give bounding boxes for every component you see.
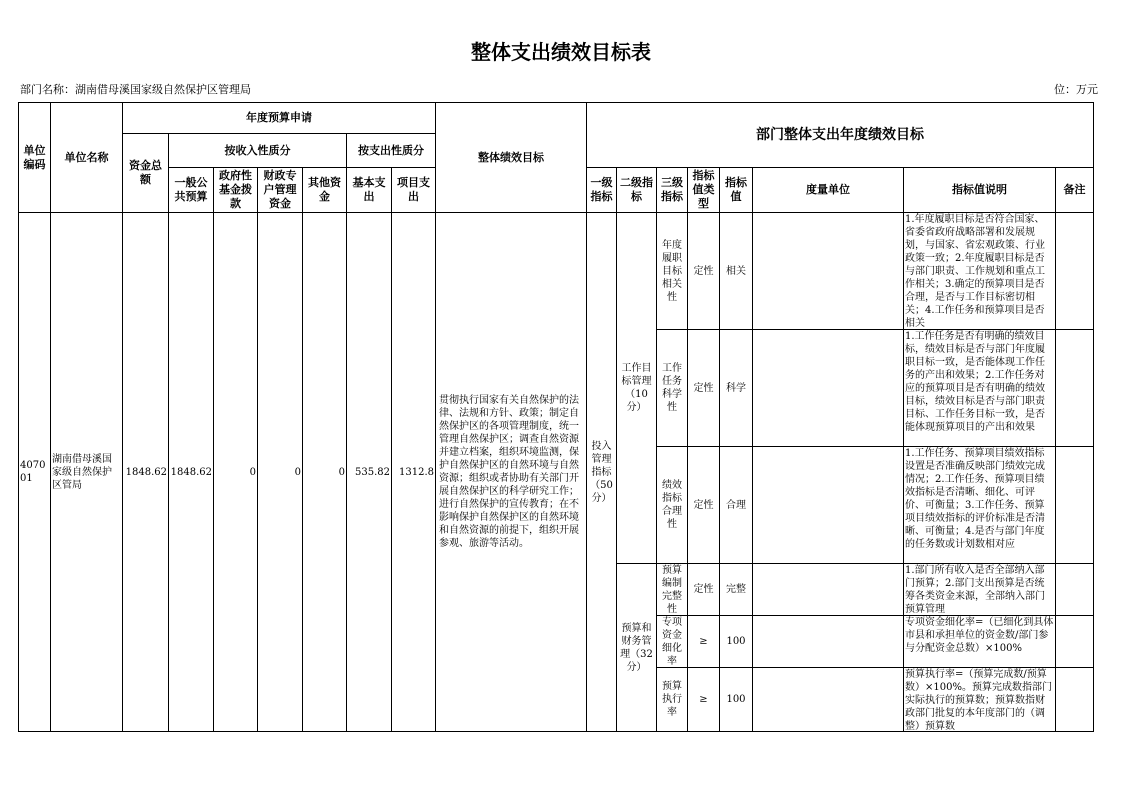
header-level3: 三级指标 xyxy=(657,168,688,213)
header-basic-exp: 基本支出 xyxy=(347,168,392,213)
cell-remarks xyxy=(1056,616,1094,668)
cell-level1: 投入管理指标（50分） xyxy=(587,213,617,732)
header-by-income: 按收入性质分 xyxy=(169,134,347,168)
level3-text: 预算编制完整性 xyxy=(662,565,682,615)
header-level2: 二级指标 xyxy=(617,168,657,213)
cell-value-desc xyxy=(904,564,1056,616)
cell-level3 xyxy=(657,564,688,616)
header-fiscal-special: 财政专户管理资金 xyxy=(258,168,303,213)
header-other-funds: 其他资金 xyxy=(303,168,347,213)
header-annual-budget: 年度预算申请 xyxy=(123,103,436,134)
cell-general-budget: 1848.62 xyxy=(169,213,214,732)
cell-measure-unit xyxy=(753,330,904,447)
cell-level3: 年度履职目标相关性 xyxy=(657,213,688,330)
cell-ind-type: 定性 xyxy=(688,564,720,616)
unit-label: 位：万元 xyxy=(1054,83,1098,96)
value-desc-text: 专项资金细化率=（已细化到具体市县和承担单位的资金数/部门参与分配资金总数）×100% xyxy=(905,617,1054,654)
cell-ind-type: 定性 xyxy=(688,213,720,330)
cell-remarks xyxy=(1056,668,1094,732)
cell-other-funds: 0 xyxy=(303,213,347,732)
cell-ind-type: 定性 xyxy=(688,447,720,564)
header-measure-unit: 度量单位 xyxy=(753,168,904,213)
cell-unit-code: 407001 xyxy=(19,213,51,732)
header-overall-goal: 整体绩效目标 xyxy=(436,103,587,213)
value-desc-text: 1.年度履职目标是否符合国家、省委省政府战略部署和发展规划，与国家、省宏观政策、行业政策一致；2.年度履职目标是否与部门职责、工作规划和重点工作相关；3.确定的预算项目是否合理，是否与工作目标密切相关；4.工作任务和预算项目是否相关 xyxy=(905,214,1045,329)
cell-remarks xyxy=(1056,564,1094,616)
header-by-expenditure: 按支出性质分 xyxy=(347,134,436,168)
header-ind-value: 指标值 xyxy=(720,168,753,213)
cell-remarks xyxy=(1056,447,1094,564)
header-project-exp: 项目支出 xyxy=(392,168,436,213)
cell-value-desc xyxy=(904,213,1056,330)
cell-fiscal-special: 0 xyxy=(258,213,303,732)
cell-ind-value: 科学 xyxy=(720,330,753,447)
header-unit-name: 单位名称 xyxy=(51,103,123,213)
cell-level2-1: 预算和财务管理（32分） xyxy=(617,564,657,732)
cell-measure-unit xyxy=(753,564,904,616)
value-desc-text: 1.工作任务是否有明确的绩效目标，绩效目标是否与部门年度履职目标一致，是否能体现工作任务的产出和效果；2.工作任务对应的预算项目是否有明确的绩效目标，绩效目标是否与部门职责目标、工作任务目标一致，是否能体现预算项目的产出和效果 xyxy=(905,331,1045,433)
department-label: 部门名称：湖南借母溪国家级自然保护区管理局 xyxy=(20,83,251,96)
cell-ind-value: 相关 xyxy=(720,213,753,330)
cell-measure-unit xyxy=(753,616,904,668)
cell-gov-fund: 0 xyxy=(214,213,258,732)
cell-value-desc xyxy=(904,668,1056,732)
cell-unit-name: 湖南借母溪国家级自然保护区管局 xyxy=(51,213,123,732)
cell-ind-value: 100 xyxy=(720,616,753,668)
cell-measure-unit xyxy=(753,668,904,732)
cell-value-desc xyxy=(904,330,1056,447)
level3-text: 专项资金细化率 xyxy=(662,617,682,667)
value-desc-text: 预算执行率=（预算完成数/预算数）×100%。预算完成数指部门实际执行的预算数；预算数指财政部门批复的本年度部门的（调整）预算数 xyxy=(905,669,1052,731)
header-dept-goal: 部门整体支出年度绩效目标 xyxy=(587,103,1094,168)
cell-level3: 绩效指标合理性 xyxy=(657,447,688,564)
header-gov-fund: 政府性基金拨款 xyxy=(214,168,258,213)
header-general-budget: 一般公共预算 xyxy=(169,168,214,213)
cell-ind-value: 合理 xyxy=(720,447,753,564)
header-value-desc: 指标值说明 xyxy=(904,168,1056,213)
header-unit-code: 单位编码 xyxy=(19,103,51,213)
cell-basic-exp: 535.82 xyxy=(347,213,392,732)
cell-value-desc xyxy=(904,616,1056,668)
value-desc-text: 1.部门所有收入是否全部纳入部门预算；2.部门支出预算是否统筹各类资金来源，全部纳入部门预算管理 xyxy=(905,565,1045,615)
cell-remarks xyxy=(1056,330,1094,447)
header-level1: 一级指标 xyxy=(587,168,617,213)
cell-measure-unit xyxy=(753,213,904,330)
cell-level3: 工作任务科学性 xyxy=(657,330,688,447)
header-ind-type: 指标值类型 xyxy=(688,168,720,213)
cell-ind-value: 100 xyxy=(720,668,753,732)
cell-ind-type: ≥ xyxy=(688,668,720,732)
cell-ind-type: ≥ xyxy=(688,616,720,668)
page-title: 整体支出绩效目标表 xyxy=(471,40,651,64)
cell-total-funds: 1848.62 xyxy=(123,213,169,732)
cell-project-exp: 1312.8 xyxy=(392,213,436,732)
cell-ind-value: 完整 xyxy=(720,564,753,616)
cell-ind-type: 定性 xyxy=(688,330,720,447)
header-total-funds: 资金总额 xyxy=(123,134,169,213)
cell-level2-0: 工作目标管理（10分） xyxy=(617,213,657,564)
cell-level3: 预算执行率 xyxy=(657,668,688,732)
cell-value-desc xyxy=(904,447,1056,564)
performance-table xyxy=(18,102,1094,732)
cell-level3 xyxy=(657,616,688,668)
header-remarks: 备注 xyxy=(1056,168,1094,213)
cell-remarks xyxy=(1056,213,1094,330)
value-desc-text: 1.工作任务、预算项目绩效指标设置是否准确反映部门绩效完成情况；2.工作任务、预算项目绩效指标是否清晰、细化、可评价、可衡量；3.工作任务、预算项目绩效指标的评价标准是否清晰、可衡量；4.是否与部门年度的任务数或计划数相对应 xyxy=(905,448,1045,550)
cell-overall-goal: 贯彻执行国家有关自然保护的法律、法规和方针、政策；制定自然保护区的各项管理制度，统一管理自然保护区；调查自然资源并建立档案，组织环境监测，保护自然保护区的自然环境与自然资源；组织或者协助有关部门开展自然保护区的科学研究工作；进行自然保护的宣传教育；在不影响保护自然保护区的自然环境和自然资源的前提下，组织开展参观、旅游等活动。 xyxy=(436,213,587,732)
cell-measure-unit xyxy=(753,447,904,564)
